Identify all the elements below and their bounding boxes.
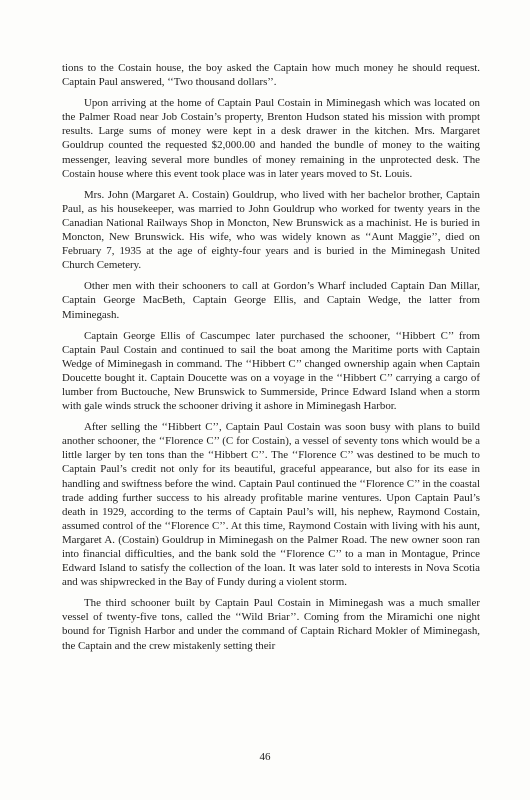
page-number: 46 <box>259 751 271 763</box>
paragraph: The third schooner built by Captain Paul Costain in Miminegash was a much smaller vessel of twenty-five tons, called the ‘‘Wild Briar’’. Coming from the Miramichi one night bound for Tignish Harbor and under the command of Captain Richard Mokler of Miminegash, the Captain and the crew mistakenly setting their <box>62 597 480 652</box>
paragraph: After selling the ‘‘Hibbert C’’, Captain Paul Costain was soon busy with plans to build another schooner, the ‘‘Florence C’’ (C for Costain), a vessel of seventy tons which would be a little larger by ten tons than the ‘‘Hibbert C’’. The ‘‘Florence C’’ was destined to be much to Captain Paul’s credit not only for its beautiful, graceful appearance, but also for its ease in handling and swiftness before the wind. Captain Paul continued the ‘‘Florence C’’ in the coastal trade adding further success to his already profitable marine ventures. Upon Captain Paul’s death in 1929, according to the terms of Captain Paul’s will, his nephew, Raymond Costain, assumed control of the ‘‘Florence C’’. At this time, Raymond Costain with living with his aunt, Margaret A. (Costain) Gouldrup in Miminegash on the Palmer Road. The new owner soon ran into financial difficulties, and the bank sold the ‘‘Florence C’’ to a man in Montague, Prince Edward Island to satisfy the collection of the loan. It was later sold to interests in Nova Scotia and was shipwrecked in the Bay of Fundy during a violent storm. <box>62 421 480 589</box>
paragraph: Other men with their schooners to call at Gordon’s Wharf included Captain Dan Millar, Captain George MacBeth, Captain George Ellis, and Captain Wedge, the latter from Miminegash. <box>62 280 480 321</box>
paragraph: Mrs. John (Margaret A. Costain) Gouldrup, who lived with her bachelor brother, Captain Paul, as his housekeeper, was married to John Gouldrup who worked for twenty years in the Canadian National Railways Shop in Moncton, New Brunswick as a machinist. He is buried in Moncton, New Brunswick. His wife, who was widely known as ‘‘Aunt Maggie’’, died on February 7, 1935 at the age of eighty-four years and is buried in the Miminegash United Church Cemetery. <box>62 188 480 272</box>
paragraph: Captain George Ellis of Cascumpec later purchased the schooner, ‘‘Hibbert C’’ from Captain Paul Costain and continued to sail the boat among the Maritime ports with Captain Wedge of Miminegash in command. The ‘‘Hibbert C’’ changed ownership again when Captain Doucette bought it. Captain Doucette was on a voyage in the ‘‘Hibbert C’’ carrying a cargo of lumber from Buctouche, New Brunswick to Summerside, Prince Edward Island when a storm with gale winds struck the schooner driving it ashore in Miminegash Harbor. <box>62 329 480 413</box>
body-text <box>62 61 480 660</box>
paragraph: Upon arriving at the home of Captain Paul Costain in Miminegash which was located on the Palmer Road near Job Costain’s property, Brenton Hudson stated his mission with prompt results. Large sums of money were kept in a desk drawer in the kitchen. Mrs. Margaret Gouldrup counted the requested $2,000.00 and handed the bundle of money to the waiting messenger, leaving several more bundles of money remaining in the unprotected desk. The Costain house where this event took place was in later years moved to St. Louis. <box>62 97 480 180</box>
paragraph: tions to the Costain house, the boy asked the Captain how much money he should request. Captain Paul answered, ‘‘Two thousand dollars’’. <box>62 62 480 89</box>
